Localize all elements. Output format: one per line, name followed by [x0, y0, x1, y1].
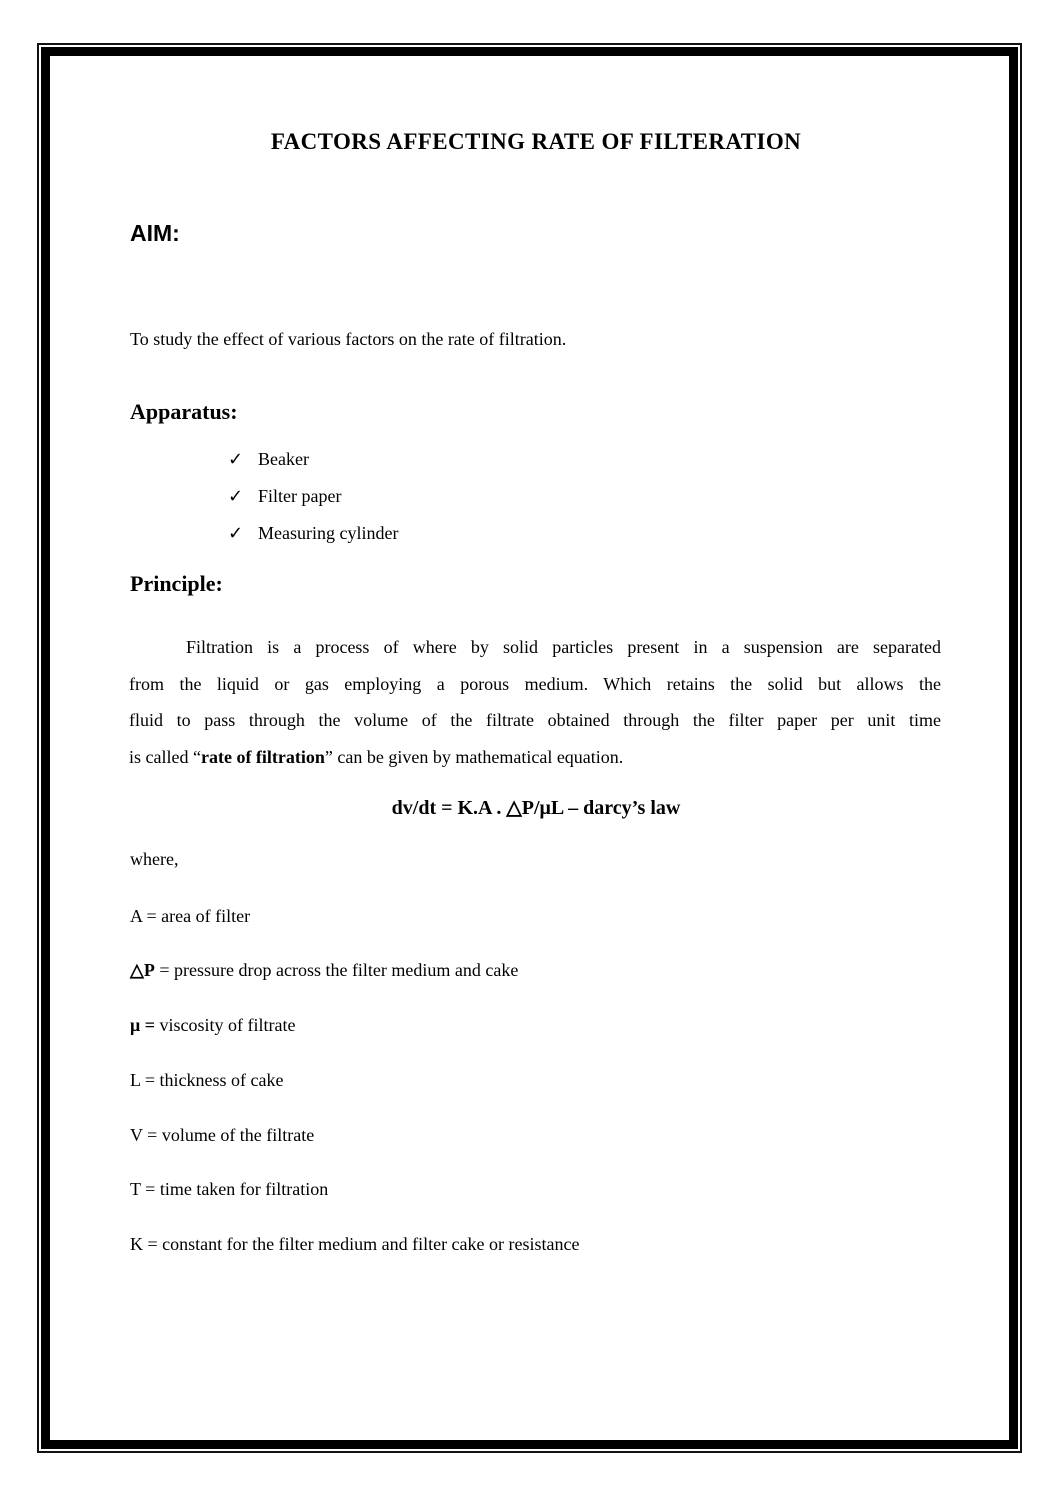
definition-line-constant [130, 1234, 579, 1255]
principle-line: Filtration is a process of where by solid particles present in a suspension are separated [186, 637, 941, 657]
apparatus-list-item [228, 478, 398, 515]
definition-line-thickness [130, 1070, 283, 1091]
document-title: FACTORS AFFECTING RATE OF FILTERATION [270, 129, 802, 154]
definition-symbol: μ = [130, 1015, 155, 1035]
checkmark-icon: ✓ [228, 523, 244, 544]
definition-text: A = area of filter [130, 906, 251, 926]
principle-line-post: ” can be given by mathematical equation. [324, 746, 624, 767]
definition-symbol: △P [130, 960, 155, 980]
apparatus-heading: Apparatus: [130, 399, 238, 424]
principle-line [129, 739, 941, 776]
darcy-law-equation: dv/dt = K.A . △P/μL – darcy’s law [391, 797, 681, 819]
apparatus-item-label: Beaker [258, 449, 309, 469]
principle-line-pre: is called “ [129, 746, 201, 767]
aim-text: To study the effect of various factors on the rate of filtration. [130, 329, 567, 349]
definition-line-volume [130, 1125, 314, 1146]
definition-line-viscosity [130, 1015, 295, 1036]
aim-heading: AIM: [130, 220, 180, 246]
definition-text: T = time taken for filtration [130, 1179, 329, 1199]
definition-text: viscosity of filtrate [154, 1015, 296, 1035]
apparatus-list-item [228, 515, 398, 552]
principle-line: fluid to pass through the volume of the filtrate obtained through the filter paper per unit time [129, 710, 941, 731]
apparatus-item-label: Filter paper [258, 486, 342, 506]
checkmark-icon: ✓ [228, 449, 244, 470]
checkmark-icon: ✓ [228, 486, 244, 507]
definition-text: = pressure drop across the filter medium and cake [154, 960, 519, 980]
rate-of-filtration-term: rate of filtration [200, 746, 325, 767]
definition-line-time [130, 1179, 328, 1200]
principle-heading: Principle: [130, 571, 223, 596]
definition-text: V = volume of the filtrate [130, 1125, 315, 1145]
apparatus-item-label: Measuring cylinder [258, 523, 399, 543]
apparatus-list-item [228, 441, 398, 478]
definition-text: K = constant for the filter medium and filter cake or resistance [130, 1234, 580, 1254]
where-label: where, [130, 849, 179, 869]
apparatus-list [228, 441, 398, 552]
definition-text: L = thickness of cake [130, 1070, 284, 1090]
principle-line: from the liquid or gas employing a porous medium. Which retains the solid but allows the [129, 673, 941, 694]
principle-paragraph [129, 629, 941, 775]
definition-line-pressure [130, 960, 518, 981]
definition-line-area [130, 906, 250, 927]
